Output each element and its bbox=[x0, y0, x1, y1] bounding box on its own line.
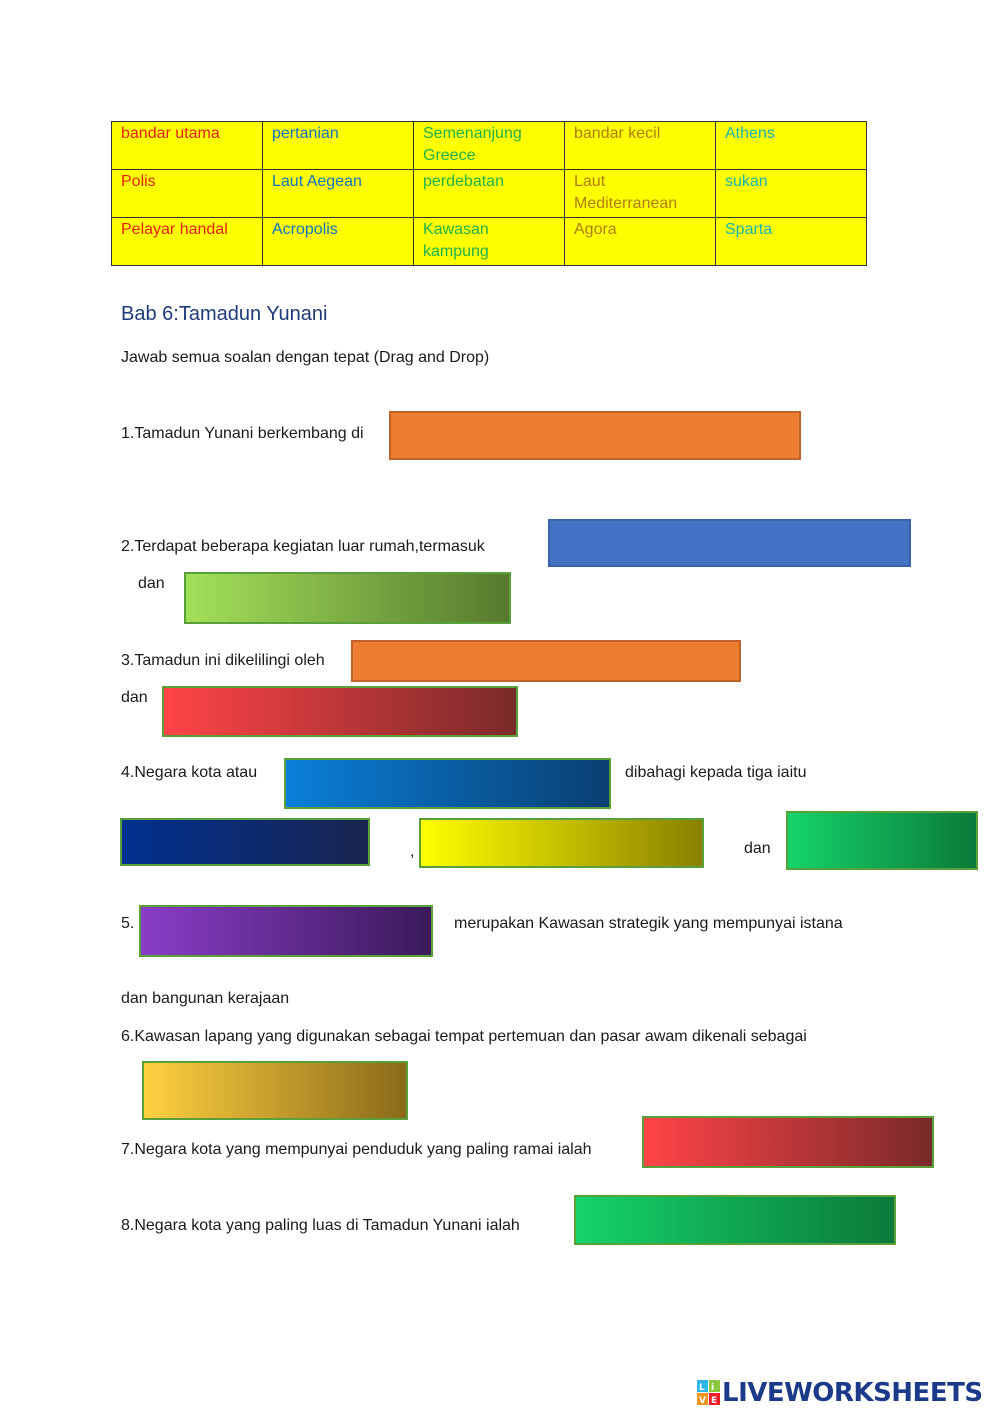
drop-zone-q7[interactable] bbox=[642, 1116, 934, 1168]
word-card[interactable]: Polis bbox=[112, 170, 263, 218]
question-3-dan: dan bbox=[121, 689, 148, 706]
liveworksheets-logo bbox=[697, 1378, 983, 1408]
question-4-tail: dibahagi kepada tiga iaitu bbox=[625, 764, 807, 781]
drop-zone-q8[interactable] bbox=[574, 1195, 896, 1245]
question-4-text: 4.Negara kota atau bbox=[121, 764, 258, 781]
drop-zone-q4c[interactable] bbox=[419, 818, 704, 868]
word-card[interactable]: Acropolis bbox=[263, 218, 414, 266]
word-card[interactable]: Pelayar handal bbox=[112, 218, 263, 266]
word-bank-row bbox=[112, 218, 867, 266]
drop-zone-q4b[interactable] bbox=[120, 818, 370, 866]
drop-zone-q6[interactable] bbox=[142, 1061, 408, 1120]
drop-zone-q3a[interactable] bbox=[351, 640, 741, 682]
word-card[interactable]: sukan bbox=[716, 170, 867, 218]
word-card[interactable]: Laut Aegean bbox=[263, 170, 414, 218]
drop-zone-q2b[interactable] bbox=[184, 572, 511, 624]
word-card[interactable]: Sparta bbox=[716, 218, 867, 266]
drop-zone-q3b[interactable] bbox=[162, 686, 518, 737]
word-card[interactable]: perdebatan bbox=[414, 170, 565, 218]
drop-zone-q2a[interactable] bbox=[548, 519, 911, 567]
question-7-text: 7.Negara kota yang mempunyai penduduk yang paling ramai ialah bbox=[121, 1141, 592, 1158]
svg-text:L: L bbox=[699, 1383, 705, 1393]
drop-zone-q4a[interactable] bbox=[284, 758, 611, 809]
word-bank-row bbox=[112, 170, 867, 218]
word-bank-table bbox=[111, 121, 867, 266]
question-2-dan: dan bbox=[138, 575, 165, 592]
liveworksheets-logo-text: LIVEWORKSHEETS bbox=[722, 1378, 983, 1408]
question-5-tail: merupakan Kawasan strategik yang mempunyai istana bbox=[454, 915, 843, 932]
question-3-text: 3.Tamadun ini dikelilingi oleh bbox=[121, 652, 325, 669]
question-5-number: 5. bbox=[121, 915, 135, 932]
instruction-text: Jawab semua soalan dengan tepat (Drag and Drop) bbox=[121, 349, 490, 366]
question-6-text: 6.Kawasan lapang yang digunakan sebagai tempat pertemuan dan pasar awam dikenali sebagai bbox=[121, 1028, 807, 1045]
question-4-dan: dan bbox=[744, 840, 771, 857]
word-card[interactable]: bandar kecil bbox=[565, 122, 716, 170]
liveworksheets-logo-icon bbox=[697, 1380, 721, 1406]
word-card[interactable]: bandar utama bbox=[112, 122, 263, 170]
page-title: Bab 6:Tamadun Yunani bbox=[121, 303, 328, 325]
word-card[interactable]: Laut Mediterranean bbox=[565, 170, 716, 218]
svg-text:i: i bbox=[711, 1383, 715, 1393]
word-card[interactable]: Kawasan kampung bbox=[414, 218, 565, 266]
word-card[interactable]: Athens bbox=[716, 122, 867, 170]
word-card[interactable]: Agora bbox=[565, 218, 716, 266]
svg-text:E: E bbox=[711, 1396, 718, 1406]
drop-zone-q1[interactable] bbox=[389, 411, 801, 460]
question-1-text: 1.Tamadun Yunani berkembang di bbox=[121, 425, 364, 442]
word-card[interactable]: Semenanjung Greece bbox=[414, 122, 565, 170]
drop-zone-q4d[interactable] bbox=[786, 811, 978, 870]
word-card[interactable]: pertanian bbox=[263, 122, 414, 170]
question-2-text: 2.Terdapat beberapa kegiatan luar rumah,termasuk bbox=[121, 538, 485, 555]
question-4-comma: , bbox=[410, 843, 415, 860]
question-8-text: 8.Negara kota yang paling luas di Tamadun Yunani ialah bbox=[121, 1217, 520, 1234]
question-5-continuation: dan bangunan kerajaan bbox=[121, 990, 290, 1007]
drop-zone-q5[interactable] bbox=[139, 905, 433, 957]
word-bank-row bbox=[112, 122, 867, 170]
svg-text:V: V bbox=[699, 1396, 706, 1406]
